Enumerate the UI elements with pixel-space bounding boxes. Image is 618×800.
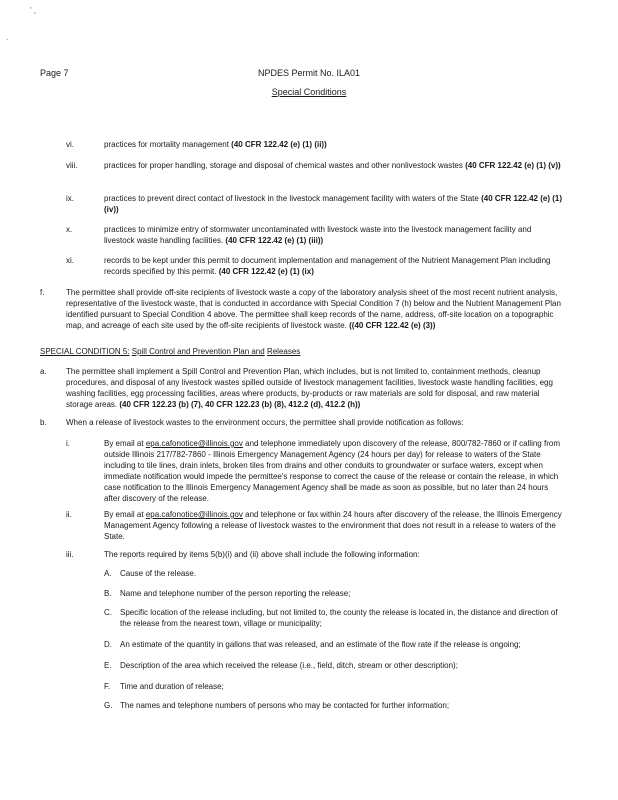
special-condition-heading: SPECIAL CONDITION 5: Spill Control and Prevention Plan and Releases <box>40 347 301 356</box>
list-label: iii. <box>66 550 74 559</box>
email-link[interactable]: epa.cafonotice@illinois.gov <box>145 439 243 448</box>
list-label: viii. <box>66 161 78 170</box>
email-link[interactable]: epa.cafonotice@illinois.gov <box>145 510 243 519</box>
list-label: vi. <box>66 140 74 149</box>
list-label: F. <box>104 682 111 691</box>
list-item: practices for mortality management (40 CFR 122.42 (e) (1) (ii)) <box>104 140 327 149</box>
list-label: A. <box>104 569 112 578</box>
sub-item: The reports required by items 5(b)(i) and (ii) above shall include the following information: <box>104 550 420 559</box>
permit-title: NPDES Permit No. ILA01 <box>257 68 361 78</box>
list-item: Name and telephone number of the person reporting the release; <box>120 589 351 598</box>
list-label: D. <box>104 640 112 649</box>
list-item: practices for proper handling, storage and disposal of chemical wastes and other nonlivestock wastes (40 CFR 122.42 (e) (1) (v)) <box>104 161 561 170</box>
list-label: ix. <box>66 194 74 203</box>
list-label: B. <box>104 589 112 598</box>
section-title: Special Conditions <box>271 87 347 97</box>
list-label: f. <box>40 288 45 297</box>
list-label: C. <box>104 608 112 617</box>
list-label: E. <box>104 661 112 670</box>
page-speck: . <box>6 33 9 42</box>
list-item: Specific location of the release including, but not limited to, the county the release is located in, the distance and direction of the release from the nearest town, village or municipality; <box>120 608 558 628</box>
list-label: a. <box>40 367 47 376</box>
sub-item: By email at epa.cafonotice@illinois.gov and telephone or fax within 24 hours after discovery of the release, the Illinois Emergency Management Agency following a release of livestock wastes to the environment that does not result in a release to waters of the State. <box>104 510 562 541</box>
list-label: i. <box>66 439 70 448</box>
list-label: G. <box>104 701 113 710</box>
list-item: Cause of the release. <box>120 569 197 578</box>
paragraph-b: When a release of livestock wastes to the environment occurs, the permittee shall provide notification as follows: <box>66 418 464 427</box>
page-number: Page 7 <box>40 68 69 78</box>
paragraph-a: The permittee shall implement a Spill Control and Prevention Plan, which includes, but is not limited to, containment methods, cleanup procedures, and disposal of any livestock wastes spilled outside of livestock management facilities, livestock waste handling facilities, egg washing facilities, egg processing facilities, areas where products, by-products or raw materials are sold for disposal, and raw material storage areas. (40 CFR 122.23 (b) (7), 40 CFR 122.23 (b) (8), 412.2 (d), 412.2 (h)) <box>66 367 553 409</box>
list-item: Description of the area which received the release (i.e., field, ditch, stream or other description); <box>120 661 458 670</box>
list-item: records to be kept under this permit to document implementation and management of the Nutrient Management Plan including records specified by this permit. (40 CFR 122.42 (e) (1) (ix) <box>104 256 551 276</box>
list-item: practices to minimize entry of stormwater uncontaminated with livestock waste into the livestock management facility and livestock waste handling facilities. (40 CFR 122.42 (e) (1) (iii)) <box>104 225 532 245</box>
list-item: practices to prevent direct contact of livestock in the livestock management facility with waters of the State (40 CFR 122.42 (e) (1) (iv)) <box>104 194 562 214</box>
list-label: ii. <box>66 510 72 519</box>
list-label: b. <box>40 418 47 427</box>
list-label: x. <box>66 225 73 234</box>
sub-item: By email at epa.cafonotice@illinois.gov and telephone immediately upon discovery of the release, 800/782-7860 or if calling from outside Illinois 217/782-7860 - Illinois Emergency Management Agency (24 hours per day) for release to waters of the State including to tile lines, drain inlets, broken tiles from drains and other conduits to groundwater or surface waters, except when immediate notification would impede the permittee's response to correct the cause of the release or contain the release, in which case notification to the Illinois Emergency Management Agency shall be made as soon as possible, but no later than 24 hours after discovery of the release. <box>104 439 560 503</box>
paragraph-f: The permittee shall provide off-site recipients of livestock waste a copy of the laboratory analysis sheet of the most recent nutrient analysis, representative of the livestock waste, that is conducted in accordance with Special Condition 7 (h) below and the Nutrient Management Plan identified pursuant to Special Condition 4 above. The permittee shall keep records of the name, address, off-site location on a topographic map, and acreage of each site used by the off-site recipients of livestock waste. ((40 CFR 122.42 (e) (3)) <box>66 288 561 330</box>
list-label: xi. <box>66 256 74 265</box>
corner-mark: ' , <box>30 6 36 15</box>
list-item: Time and duration of release; <box>120 682 224 691</box>
list-item: The names and telephone numbers of persons who may be contacted for further information; <box>120 701 450 710</box>
list-item: An estimate of the quantity in gallons that was released, and an estimate of the flow rate if the release is ongoing; <box>120 640 521 649</box>
